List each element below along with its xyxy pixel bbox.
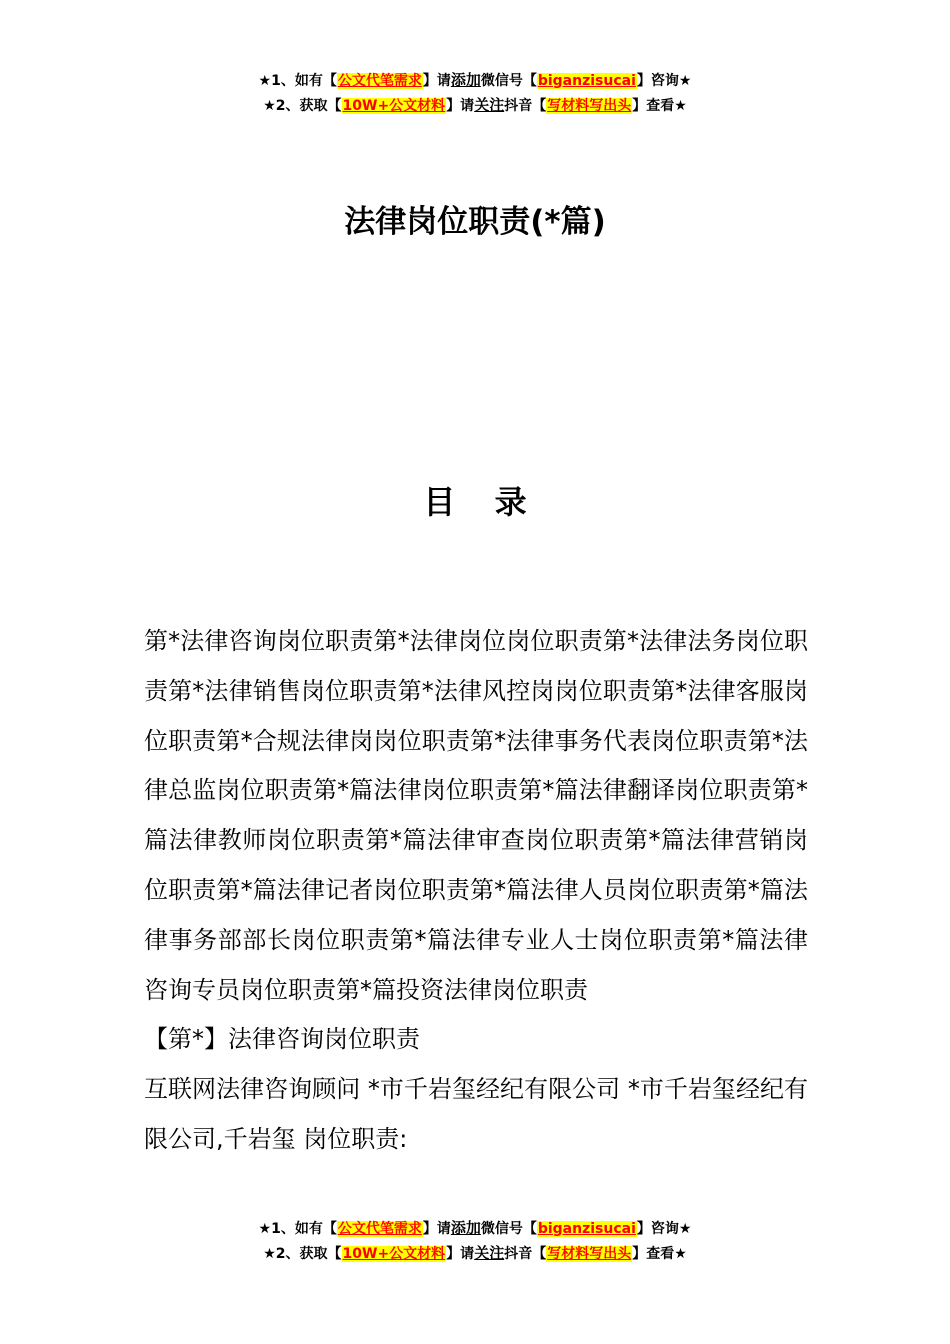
- highlight-service: 公文代笔需求: [337, 1221, 422, 1237]
- footer-banner: [0, 1216, 950, 1266]
- banner-text: ★1、如有【: [258, 1221, 337, 1237]
- highlight-wechat-id: biganzisucai: [537, 1221, 636, 1237]
- highlight-materials: 10W+公文材料: [342, 98, 446, 114]
- emphasis-follow: 关注: [474, 1244, 505, 1262]
- highlight-douyin-account: 写材料写出头: [547, 98, 632, 114]
- banner-text: 】查看★: [632, 98, 687, 114]
- emphasis-add: 添加: [450, 1219, 481, 1237]
- banner-text: 】咨询★: [636, 73, 692, 89]
- banner-text: 】请: [446, 1246, 475, 1262]
- banner-text: ★2、获取【: [263, 1246, 342, 1262]
- section-paragraph: 互联网法律咨询顾问 *市千岩玺经纪有限公司 *市千岩玺经纪有限公司,千岩玺 岗位职责:: [144, 1075, 808, 1153]
- banner-text: 】请: [422, 1221, 451, 1237]
- banner-text: 】请: [422, 73, 451, 89]
- highlight-materials: 10W+公文材料: [342, 1246, 446, 1262]
- banner-text: 抖音【: [504, 1246, 547, 1262]
- banner-text: 抖音【: [504, 98, 547, 114]
- header-banner: [0, 68, 950, 118]
- document-title: 法律岗位职责(*篇): [344, 204, 606, 240]
- banner-text: 微信号【: [480, 73, 537, 89]
- banner-text: 】咨询★: [636, 1221, 692, 1237]
- toc-list: 第*法律咨询岗位职责第*法律岗位岗位职责第*法律法务岗位职责第*法律销售岗位职责第*法律风控岗岗位职责第*法律客服岗位职责第*合规法律岗岗位职责第*法律事务代表岗位职责第*法律总监岗位职责第*篇法律岗位职责第*篇法律翻译岗位职责第*篇法律教师岗位职责第*篇法律审查岗位职责第*篇法律营销岗位职责第*篇法律记者岗位职责第*篇法律人员岗位职责第*篇法律事务部部长岗位职责第*篇法律专业人士岗位职责第*篇法律咨询专员岗位职责第*篇投资法律岗位职责: [144, 627, 808, 1004]
- highlight-wechat-id: biganzisucai: [537, 73, 636, 89]
- toc-heading: 目 录: [423, 483, 541, 521]
- banner-text: 】查看★: [632, 1246, 687, 1262]
- header-banner-line-1: [0, 68, 950, 93]
- header-banner-line-2: [0, 93, 950, 118]
- banner-text: 微信号【: [480, 1221, 537, 1237]
- footer-banner-line-1: [0, 1216, 950, 1241]
- banner-text: ★1、如有【: [258, 73, 337, 89]
- section-heading: 【第*】法律咨询岗位职责: [144, 1025, 420, 1054]
- highlight-douyin-account: 写材料写出头: [547, 1246, 632, 1262]
- footer-banner-line-2: [0, 1241, 950, 1266]
- emphasis-add: 添加: [450, 71, 481, 89]
- banner-text: 】请: [446, 98, 475, 114]
- banner-text: ★2、获取【: [263, 98, 342, 114]
- document-body: [144, 617, 808, 1165]
- highlight-service: 公文代笔需求: [337, 73, 422, 89]
- emphasis-follow: 关注: [474, 96, 505, 114]
